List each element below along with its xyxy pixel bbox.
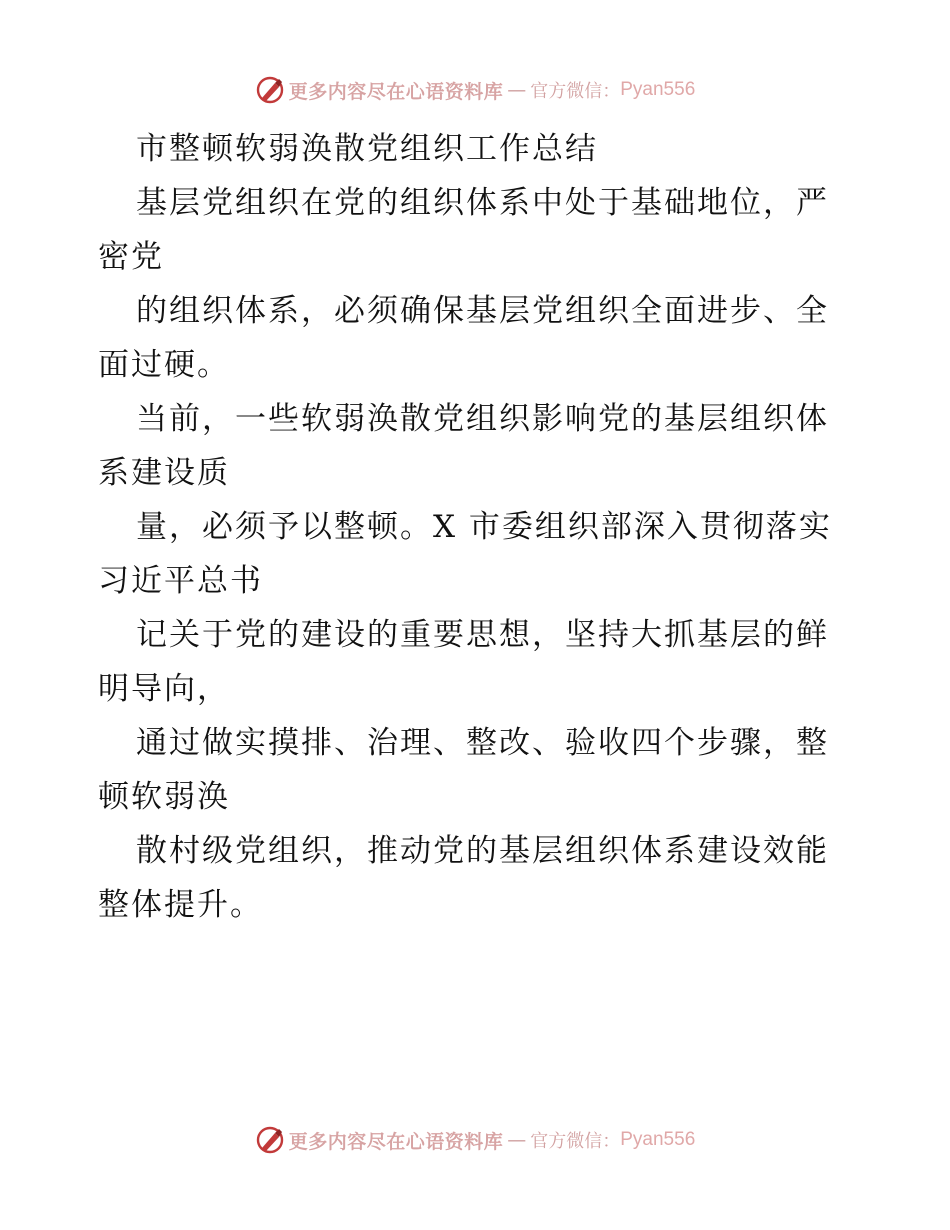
watermark-dash: — — [507, 79, 527, 101]
watermark-text: 更多内容尽在心语资料库 — [288, 80, 504, 103]
watermark-banner-bottom — [0, 1122, 950, 1158]
watermark-text: 更多内容尽在心语资料库 — [288, 1130, 504, 1153]
watermark-banner-top — [0, 72, 950, 108]
paragraph-line: 的组织体系，必须确保基层党组织全面进步、全 — [136, 293, 829, 329]
paragraph-line: 通过做实摸排、治理、整改、验收四个步骤，整 — [136, 725, 829, 761]
document-body — [98, 122, 858, 932]
pen-logo-icon — [255, 1125, 285, 1155]
paragraph-line: 整体提升。 — [98, 887, 263, 923]
watermark-dash: — — [507, 1129, 527, 1151]
watermark-wechat-id: Pyan556 — [620, 79, 696, 100]
watermark-wechat-label: 官方微信： — [530, 81, 621, 102]
paragraph-line: 散村级党组织，推动党的基层组织体系建设效能 — [136, 833, 829, 869]
paragraph-line: 系建设质 — [98, 455, 230, 491]
pen-logo-icon — [255, 75, 285, 105]
watermark-wechat-id: Pyan556 — [620, 1129, 696, 1150]
paragraph-line: 量，必须予以整顿。X 市委组织部深入贯彻落实 — [136, 509, 832, 545]
paragraph-line: 明导向， — [98, 671, 230, 707]
paragraph-line: 密党 — [98, 239, 164, 275]
paragraph-line: 面过硬。 — [98, 347, 230, 383]
paragraph-line: 当前，一些软弱涣散党组织影响党的基层组织体 — [136, 401, 829, 437]
paragraph-line: 习近平总书 — [98, 563, 263, 599]
watermark-wechat-label: 官方微信： — [530, 1131, 621, 1152]
paragraph-line: 顿软弱涣 — [98, 779, 230, 815]
paragraph-line: 基层党组织在党的组织体系中处于基础地位，严 — [136, 185, 829, 221]
document-title: 市整顿软弱涣散党组织工作总结 — [136, 131, 598, 167]
paragraph-line: 记关于党的建设的重要思想，坚持大抓基层的鲜 — [136, 617, 829, 653]
